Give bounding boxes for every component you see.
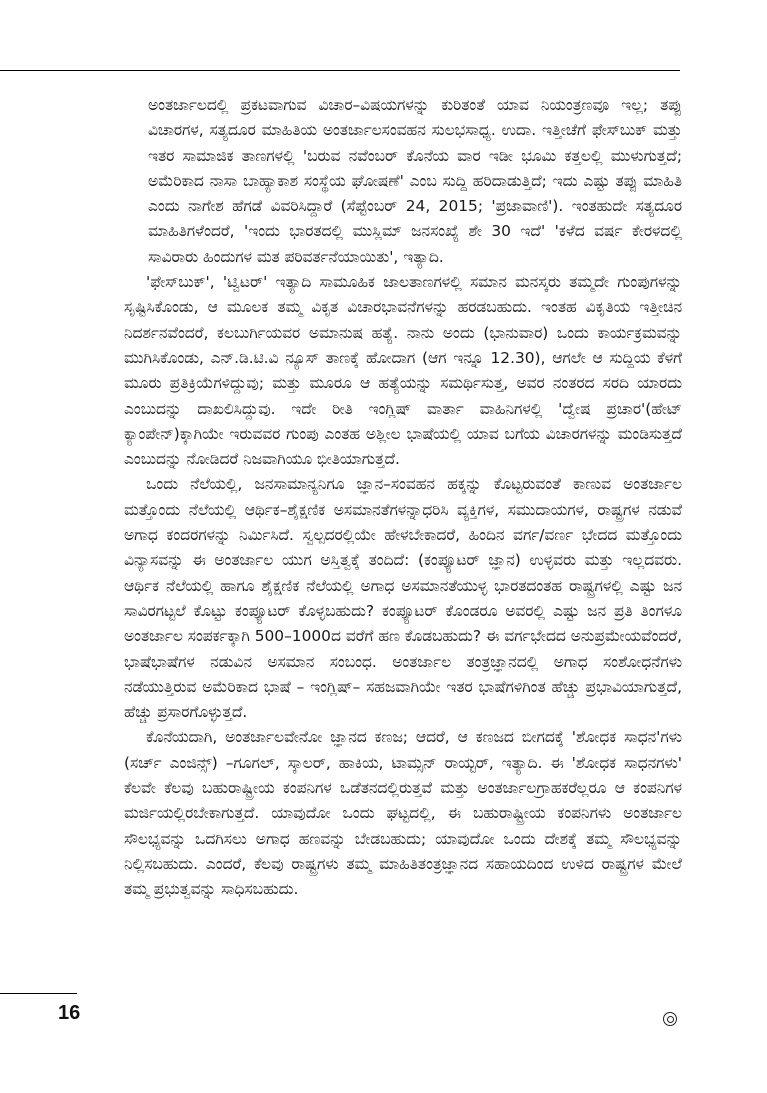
page-number: 16 [58,1002,81,1024]
quote-paragraph: ಅಂತರ್ಜಾಲದಲ್ಲಿ ಪ್ರಕಟವಾಗುವ ವಿಚಾರ–ವಿಷಯಗಳನ್ನು ಕುರಿತಂತೆ ಯಾವ ನಿಯಂತ್ರಣವೂ ಇಲ್ಲ; ತಪ್ಪು ವಿಚಾರಗಳ, ಸತ್ಯದೂರ ಮಾಹಿತಿಯ ಅಂತರ್ಜಾಲಸಂವಹನ ಸುಲಭಸಾಧ್ಯ. ಉದಾ. ಇತ್ತೀಚೆಗೆ ಫೇಸ್‌ಬುಕ್ ಮತ್ತು ಇತರ ಸಾಮಾಜಿಕ ತಾಣಗಳಲ್ಲಿ 'ಬರುವ ನವೆಂಬರ್ ಕೊನೆಯ ವಾರ ಇಡೀ ಭೂಮಿ ಕತ್ತಲಲ್ಲಿ ಮುಳುಗುತ್ತದೆ; ಅಮೆರಿಕಾದ ನಾಸಾ ಬಾಹ್ಯಾಕಾಶ ಸಂಸ್ಥೆಯ ಘೋಷಣೆ' ಎಂಬ ಸುದ್ದಿ ಹರಿದಾಡುತ್ತಿದೆ; ಇದು ಎಷ್ಟು ತಪ್ಪು ಮಾಹಿತಿ ಎಂದು ನಾಗೇಶ ಹೆಗಡೆ ವಿವರಿಸಿದ್ದಾರೆ (ಸೆಪ್ಟೆಂಬರ್ 24, 2015; 'ಪ್ರಜಾವಾಣಿ'). ಇಂತಹುದೇ ಸತ್ಯದೂರ ಮಾಹಿತಿಗಳೆಂದರೆ, 'ಇಂದು ಭಾರತದಲ್ಲಿ ಮುಸ್ಲಿಮ್ ಜನಸಂಖ್ಯೆ ಶೇ 30 ಇದೆ' 'ಕಳೆದ ವರ್ಷ ಕೇರಳದಲ್ಲಿ ಸಾವಿರಾರು ಹಿಂದುಗಳ ಮತ ಪರಿವರ್ತನೆಯಾಯಿತು', ಇತ್ಯಾದಿ. [148,96,682,266]
body-paragraph-1: 'ಫೇಸ್‌ಬುಕ್', 'ಟ್ವಿಟರ್' ಇತ್ಯಾದಿ ಸಾಮೂಹಿಕ ಜಾಲತಾಣಗಳಲ್ಲಿ ಸಮಾನ ಮನಸ್ಕರು ತಮ್ಮದೇ ಗುಂಪುಗಳನ್ನು ಸೃಷ್ಟಿಸಿಕೊಂಡು, ಆ ಮೂಲಕ ತಮ್ಮ ವಿಕೃತ ವಿಚಾರಭಾವನೆಗಳನ್ನು ಹರಡಬಹುದು. ಇಂತಹ ವಿಕೃತಿಯ ಇತ್ತೀಚಿನ ನಿದರ್ಶನವೆಂದರೆ, ಕಲಬುರ್ಗಿಯವರ ಅಮಾನುಷ ಹತ್ಯೆ. ನಾನು ಅಂದು (ಭಾನುವಾರ) ಒಂದು ಕಾರ್ಯಕ್ರಮವನ್ನು ಮುಗಿಸಿಕೊಂಡು, ಎನ್.ಡಿ.ಟಿ.ವಿ ನ್ಯೂಸ್ ತಾಣಕ್ಕೆ ಹೋದಾಗ (ಆಗ ಇನ್ನೂ 12.30), ಆಗಲೇ ಆ ಸುದ್ದಿಯ ಕೆಳಗೆ ಮೂರು ಪ್ರತಿಕ್ರಿಯೆಗಳಿದ್ದುವು; ಮತ್ತು ಮೂರೂ ಆ ಹತ್ಯೆಯನ್ನು ಸಮರ್ಥಿಸುತ್ತ, ಅವರ ನಂತರದ ಸರದಿ ಯಾರದು ಎಂಬುದನ್ನು ದಾಖಲಿಸಿದ್ದುವು. ಇದೇ ರೀತಿ ಇಂಗ್ಲಿಷ್ ವಾರ್ತಾ ವಾಹಿನಿಗಳಲ್ಲಿ 'ದ್ವೇಷ ಪ್ರಚಾರ'(ಹೇಟ್ ಕ್ಯಾಂಪೇನ್)ಕ್ಕಾಗಿಯೇ ಇರುವವರ ಗುಂಪು ಎಂತಹ ಅಶ್ಲೀಲ ಭಾಷೆಯಲ್ಲಿ ಯಾವ ಬಗೆಯ ವಿಚಾರಗಳನ್ನು ಮಂಡಿಸುತ್ತದೆ ಎಂಬುದನ್ನು ನೋಡಿದರೆ ನಿಜವಾಗಿಯೂ ಭೀತಿಯಾಗುತ್ತದೆ. [124,273,682,469]
body-paragraph-2: ಒಂದು ನೆಲೆಯಲ್ಲಿ, ಜನಸಾಮಾನ್ಯನಿಗೂ ಜ್ಞಾನ–ಸಂವಹನ ಹಕ್ಕನ್ನು ಕೊಟ್ಟರುವಂತೆ ಕಾಣುವ ಅಂತರ್ಜಾಲ ಮತ್ತೊಂದು ನೆಲೆಯಲ್ಲಿ ಆರ್ಥಿಕ–ಶೈಕ್ಷಣಿಕ ಅಸಮಾನತೆಗಳನ್ನಾಧರಿಸಿ ವ್ಯಕ್ತಿಗಳ, ಸಮುದಾಯಗಳ, ರಾಷ್ಟ್ರಗಳ ನಡುವೆ ಅಗಾಧ ಕಂದರಗಳನ್ನು ನಿರ್ಮಿಸಿದೆ. ಸ್ವಲ್ಪದರಲ್ಲಿಯೇ ಹೇಳಬೇಕಾದರೆ, ಹಿಂದಿನ ವರ್ಗ/ವರ್ಣ ಭೇದದ ಮತ್ತೊಂದು ವಿನ್ಯಾಸವನ್ನು ಈ ಅಂತರ್ಜಾಲ ಯುಗ ಅಸ್ತಿತ್ವಕ್ಕೆ ತಂದಿದೆ: (ಕಂಪ್ಯೂಟರ್ ಜ್ಞಾನ) ಉಳ್ಳವರು ಮತ್ತು ಇಲ್ಲದವರು. ಆರ್ಥಿಕ ನೆಲೆಯಲ್ಲಿ ಹಾಗೂ ಶೈಕ್ಷಣಿಕ ನೆಲೆಯಲ್ಲಿ ಅಗಾಧ ಅಸಮಾನತೆಯುಳ್ಳ ಭಾರತದಂತಹ ರಾಷ್ಟ್ರಗಳಲ್ಲಿ ಎಷ್ಟು ಜನ ಸಾವಿರಗಟ್ಟಲೆ ಕೊಟ್ಟು ಕಂಪ್ಯೂಟರ್ ಕೊಳ್ಳಬಹುದು? ಕಂಪ್ಯೂಟರ್ ಕೊಂಡರೂ ಅವರಲ್ಲಿ ಎಷ್ಟು ಜನ ಪ್ರತಿ ತಿಂಗಳೂ ಅಂತರ್ಜಾಲ ಸಂಪರ್ಕಕ್ಕಾಗಿ 500–1000ದ ವರೆಗೆ ಹಣ ಕೊಡಬಹುದು? ಈ ವರ್ಗಭೇದದ ಅನುಪ್ರಮೇಯವೆಂದರೆ, ಭಾಷೆಭಾಷೆಗಳ ನಡುವಿನ ಅಸಮಾನ ಸಂಬಂಧ. ಅಂತರ್ಜಾಲ ತಂತ್ರಜ್ಞಾನದಲ್ಲಿ ಅಗಾಧ ಸಂಶೋಧನೆಗಳು ನಡೆಯುತ್ತಿರುವ ಅಮೆರಿಕಾದ ಭಾಷೆ – ಇಂಗ್ಲಿಷ್– ಸಹಜವಾಗಿಯೇ ಇತರ ಭಾಷೆಗಳಿಗಿಂತ ಹೆಚ್ಚು ಪ್ರಭಾವಿಯಾಗುತ್ತದೆ, ಹೆಚ್ಚು ಪ್ರಸಾರಗೊಳ್ಳುತ್ತದೆ. [124,475,682,722]
end-of-article-ornament-icon [663,1012,677,1026]
article-body [124,93,682,903]
header-rule [0,70,680,71]
quoted-passage [148,93,682,270]
footer-rule [0,993,77,994]
body-paragraph-3: ಕೊನೆಯದಾಗಿ, ಅಂತರ್ಜಾಲವೇನೋ ಜ್ಞಾನದ ಕಣಜ; ಆದರೆ, ಆ ಕಣಜದ ಬೀಗದಕ್ಕೆ 'ಶೋಧಕ ಸಾಧನ'ಗಳು (ಸರ್ಚ್ ಎಂಜಿನ್ಸ್) –ಗೂಗಲ್, ಸ್ಕಾಲರ್, ಹಾಕಿಯ, ಟಾಮ್ಸನ್ ರಾಯ್ಟರ್, ಇತ್ಯಾದಿ. ಈ 'ಶೋಧಕ ಸಾಧನಗಳು' ಕೆಲವೇ ಕೆಲವು ಬಹುರಾಷ್ಟ್ರೀಯ ಕಂಪನಿಗಳ ಒಡೆತನದಲ್ಲಿರುತ್ತವೆ ಮತ್ತು ಅಂತರ್ಜಾಲಗ್ರಾಹಕರೆಲ್ಲರೂ ಆ ಕಂಪನಿಗಳ ಮರ್ಜಿಯಲ್ಲಿರಬೇಕಾಗುತ್ತದೆ. ಯಾವುದೋ ಒಂದು ಘಟ್ಟದಲ್ಲಿ, ಈ ಬಹುರಾಷ್ಟ್ರೀಯ ಕಂಪನಿಗಳು ಅಂತರ್ಜಾಲ ಸೌಲಭ್ಯವನ್ನು ಒದಗಿಸಲು ಅಗಾಧ ಹಣವನ್ನು ಬೇಡಬಹುದು; ಯಾವುದೋ ಒಂದು ದೇಶಕ್ಕೆ ತಮ್ಮ ಸೌಲಭ್ಯವನ್ನು ನಿಲ್ಲಿಸಬಹುದು. ಎಂದರೆ, ಕೆಲವು ರಾಷ್ಟ್ರಗಳು ತಮ್ಮ ಮಾಹಿತಿತಂತ್ರಜ್ಞಾನದ ಸಹಾಯದಿಂದ ಉಳಿದ ರಾಷ್ಟ್ರಗಳ ಮೇಲೆ ತಮ್ಮ ಪ್ರಭುತ್ವವನ್ನು ಸಾಧಿಸಬಹುದು. [124,728,682,899]
